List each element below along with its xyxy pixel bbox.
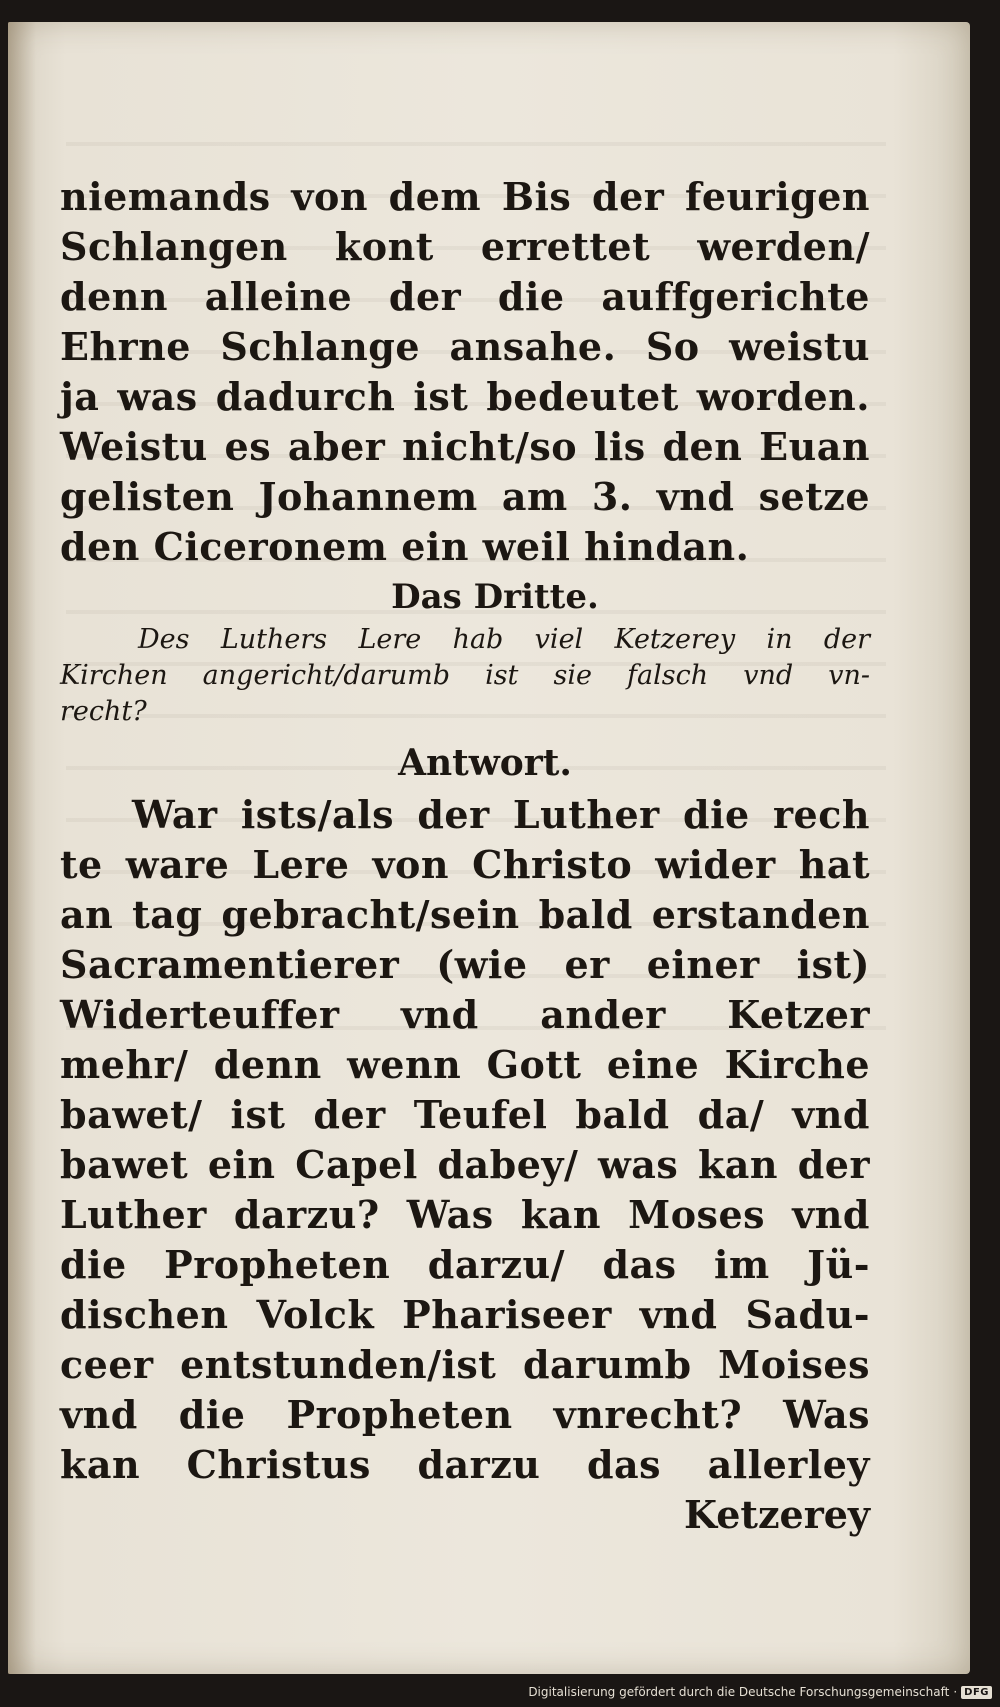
text-line: Widerteuffer vnd ander Ketzer: [60, 992, 870, 1037]
text-line: mehr/ denn wenn Gott eine Kirche: [60, 1042, 870, 1087]
text-line: Schlangen kont errettet werden/: [60, 224, 870, 269]
text-line: bawet/ ist der Teufel bald da/ vnd: [60, 1092, 870, 1137]
footer-credit-text: Digitalisierung gefördert durch die Deutsche Forschungsgemeinschaft: [528, 1685, 950, 1699]
text-line: Ehrne Schlange ansahe. So weistu: [60, 324, 870, 369]
text-line: Sacramentierer (wie er einer ist): [60, 942, 870, 987]
text-line: recht?: [60, 696, 147, 727]
page-text: [60, 172, 870, 1540]
section-heading: Das Dritte.: [391, 577, 599, 617]
text-line: vnd die Propheten vnrecht? Was: [60, 1392, 870, 1437]
text-line: ja was dadurch ist bedeutet worden.: [60, 374, 870, 419]
answer-paragraph: [60, 790, 870, 1490]
text-line: gelisten Johannem am 3. vnd setze: [60, 474, 870, 519]
dfg-logo: DFG: [961, 1686, 992, 1699]
text-line: bawet ein Capel dabey/ was kan der: [60, 1142, 870, 1187]
text-line: Luther darzu? Was kan Moses vnd: [60, 1192, 870, 1237]
text-line: Des Luthers Lere hab viel Ketzerey in der: [138, 624, 870, 655]
text-line: niemands von dem Bis der feurigen: [60, 174, 870, 219]
text-line: Kirchen angericht/darumb ist sie falsch vnd vn-: [60, 660, 870, 691]
text-line: den Ciceronem ein weil hindan.: [60, 524, 750, 569]
paragraph-top: [60, 172, 870, 572]
text-line: an tag gebracht/sein bald erstanden: [60, 892, 870, 937]
text-line: te ware Lere von Christo wider hat: [60, 842, 870, 887]
text-line: denn alleine der die auffgerichte: [60, 274, 870, 319]
catchword: Ketzerey: [684, 1492, 870, 1537]
text-line: die Propheten darzu/ das im Jü-: [60, 1242, 870, 1287]
text-line: ceer entstunden/ist darumb Moises: [60, 1342, 870, 1387]
text-line: War ists/als der Luther die rech: [132, 792, 870, 837]
text-line: kan Christus darzu das allerley: [60, 1442, 870, 1487]
objection-paragraph: [60, 622, 870, 730]
footer-credit: Digitalisierung gefördert durch die Deutsche Forschungsgemeinschaft · DFG: [528, 1681, 992, 1703]
text-line: dischen Volck Phariseer vnd Sadu-: [60, 1292, 870, 1337]
book-page: [8, 22, 970, 1674]
text-line: Weistu es aber nicht/so lis den Euan: [60, 424, 870, 469]
answer-heading: Antwort.: [398, 742, 572, 784]
